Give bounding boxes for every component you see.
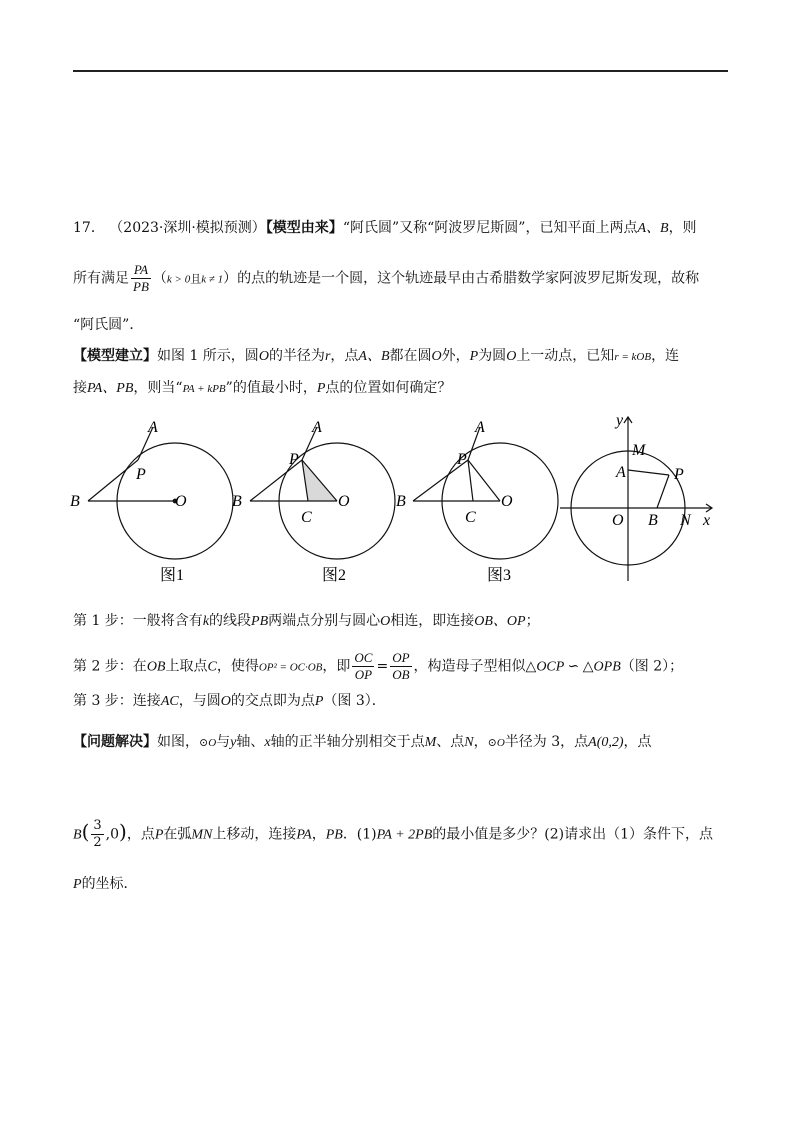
fig4-label-m: M (632, 442, 646, 459)
text: 上一动点，已知 (516, 348, 615, 364)
figure-3 (413, 427, 558, 559)
text: ，构造母子型相似 (413, 658, 526, 675)
text: ，使得 (216, 658, 259, 675)
text: ， (473, 734, 488, 750)
tag-model-build: 【模型建立】 (73, 348, 157, 364)
math: PA、PB (87, 381, 134, 396)
text: 与 (216, 734, 231, 750)
math: B (73, 827, 82, 843)
fig3-caption: 图3 (487, 567, 512, 584)
fig4-line-ap (628, 470, 669, 475)
math: P (316, 381, 326, 396)
text: ； (525, 613, 540, 629)
fig4-label-o: O (612, 512, 624, 529)
fraction-3-2 (91, 818, 103, 851)
problem-line-3: “阿氏圆”． (73, 317, 144, 333)
text: 外， (441, 348, 470, 364)
frac-num: 3 (93, 818, 102, 833)
frac-num: PA (131, 262, 151, 279)
problem-number: 17． (73, 220, 105, 236)
fig4-label-x: x (703, 512, 711, 529)
math: PB (251, 614, 269, 629)
text: ，点 (126, 826, 155, 843)
math: y (230, 735, 237, 750)
math: PA + kPB (182, 383, 226, 395)
fig2-label-c: C (301, 509, 312, 526)
text: 半径为 3，点 (504, 734, 589, 750)
math: k ≠ 1 (201, 273, 224, 286)
math: PA (296, 827, 312, 843)
text: 所有满足 (73, 270, 129, 287)
problem-line-5 (73, 378, 451, 399)
text: ，则 (668, 220, 697, 236)
figures-svg (60, 405, 740, 590)
text: ， (311, 826, 326, 843)
fig4-label-y: y (616, 412, 624, 429)
text: （ (152, 270, 167, 287)
fig3-label-c: C (465, 509, 476, 526)
text: 第 1 步：一般将含有 (73, 613, 203, 629)
paren-close: ) (119, 819, 127, 844)
frac-den: 2 (93, 835, 102, 850)
math: P (154, 827, 164, 843)
math: C (207, 659, 217, 675)
text: （图 3）． (323, 693, 386, 709)
text: 第 3 步：连接 (73, 693, 161, 709)
math: x (264, 735, 271, 750)
math: △OCP ∽ △OPB (525, 659, 621, 675)
math: O (258, 349, 269, 364)
text: （图 2）； (620, 658, 684, 675)
text: ，连 (651, 348, 680, 364)
fig3-label-p: P (457, 451, 467, 468)
frac-den: OP (354, 667, 373, 682)
fig3-label-b: B (396, 493, 406, 510)
text: 轴的正半轴分别相交于点 (270, 734, 425, 750)
text: 两端点分别与圆心 (268, 613, 381, 629)
solve-line-2 (73, 818, 713, 851)
math: P (73, 877, 82, 892)
text: 且 (190, 272, 202, 286)
math: O (431, 349, 442, 364)
math: ,0 (105, 826, 120, 843)
fraction-pa-pb (131, 262, 151, 295)
math: O (506, 349, 517, 364)
math: PB (325, 827, 343, 843)
text: 上移动，连接 (212, 826, 297, 843)
fig4-label-p: P (674, 466, 684, 483)
math: P (469, 349, 479, 364)
text: 轴、 (236, 734, 265, 750)
problem-line-2 (73, 262, 699, 295)
frac-num: OC (354, 650, 373, 665)
math: k (202, 614, 210, 629)
text: ．(1) (342, 826, 377, 843)
figure-1 (88, 427, 233, 559)
fig3-label-a: A (475, 419, 485, 436)
math: A(0,2) (588, 735, 624, 750)
header-rule (73, 70, 728, 72)
problem-source: （2023·深圳·模拟预测） (109, 220, 266, 236)
step-1-line (73, 611, 540, 632)
text: ，则当“ (133, 380, 183, 396)
math: r = kOB (614, 351, 652, 363)
tag-model-origin: 【模型由来】 (265, 220, 343, 236)
math: P (314, 694, 324, 709)
fig4-label-b: B (648, 512, 658, 529)
text: ）的点的轨迹是一个圆，这个轨迹最早由古希腊数学家阿波罗尼斯发现，故称 (223, 270, 700, 287)
fig4-line-pb (657, 475, 669, 508)
equals: = (376, 658, 389, 675)
math: OB (146, 659, 166, 675)
fig1-line-bp (88, 460, 138, 501)
text: 的最小值是多少？(2)请求出（1）条件下，点 (432, 826, 714, 843)
text: ，与圆 (178, 693, 221, 709)
text: ，即 (322, 658, 351, 675)
text: 都在圆 (389, 348, 432, 364)
fraction-op-ob (390, 650, 411, 683)
text: ，点 (623, 734, 652, 750)
text: 的半径为 (268, 348, 325, 364)
text: 如图 1 所示，圆 (157, 348, 259, 364)
math: PA + 2PB (376, 827, 433, 843)
figure-2 (250, 427, 395, 559)
text: ，点 (330, 348, 359, 364)
paren-open: ( (81, 819, 90, 844)
fig4-label-a: A (616, 464, 626, 481)
text: 第 2 步：在 (73, 658, 147, 675)
math: ⊙O (487, 737, 505, 749)
fig1-label-p: P (136, 466, 146, 483)
text: 点的位置如何确定？ (325, 380, 452, 396)
frac-den: PB (133, 279, 149, 294)
step-3-line (73, 691, 386, 712)
text: 的交点即为点 (230, 693, 315, 709)
math: MN (191, 827, 213, 843)
fig1-label-a: A (148, 419, 158, 436)
math: AC (160, 694, 179, 709)
text: 相连，即连接 (390, 613, 475, 629)
fig4-label-n: N (680, 512, 691, 529)
tag-solve: 【问题解决】 (73, 734, 157, 750)
fig2-label-o: O (338, 493, 350, 510)
step-2-line (73, 650, 683, 683)
solve-line-1 (73, 732, 652, 753)
math: r (324, 349, 331, 364)
math: O (220, 694, 231, 709)
math: O (380, 614, 391, 629)
fig3-label-o: O (501, 493, 513, 510)
problem-line-4 (73, 346, 679, 367)
text: 为圆 (478, 348, 507, 364)
fig2-caption: 图2 (322, 567, 347, 584)
problem-line-1 (73, 218, 697, 239)
fig1-label-b: B (70, 493, 80, 510)
math: M (424, 735, 437, 750)
text: 上取点 (165, 658, 208, 675)
math: ⊙O (199, 737, 217, 749)
fraction-oc-op (352, 650, 374, 683)
fig1-caption: 图1 (160, 567, 185, 584)
math: N (464, 735, 474, 750)
fig2-label-p: P (289, 451, 299, 468)
text: 如图， (157, 734, 199, 750)
text: 的线段 (209, 613, 252, 629)
math: OP² = OC·OB (258, 661, 323, 674)
fig2-label-b: B (232, 493, 242, 510)
fig1-label-o: O (175, 493, 187, 510)
text: 的坐标． (81, 876, 138, 892)
text: 在弧 (163, 826, 192, 843)
math: OB、OP (474, 614, 526, 629)
solve-line-3 (73, 874, 138, 895)
text: ”的值最小时， (225, 380, 317, 396)
math: A、B (358, 349, 390, 364)
frac-num: OP (392, 650, 410, 665)
text: “阿氏圆”又称“阿波罗尼斯圆”，已知平面上两点 (342, 220, 638, 236)
text: 接 (73, 380, 87, 396)
math: A、B (637, 221, 669, 236)
frac-den: OB (392, 667, 410, 682)
fig2-label-a: A (312, 419, 322, 436)
text: 、点 (436, 734, 465, 750)
math: k > 0 (166, 273, 191, 286)
